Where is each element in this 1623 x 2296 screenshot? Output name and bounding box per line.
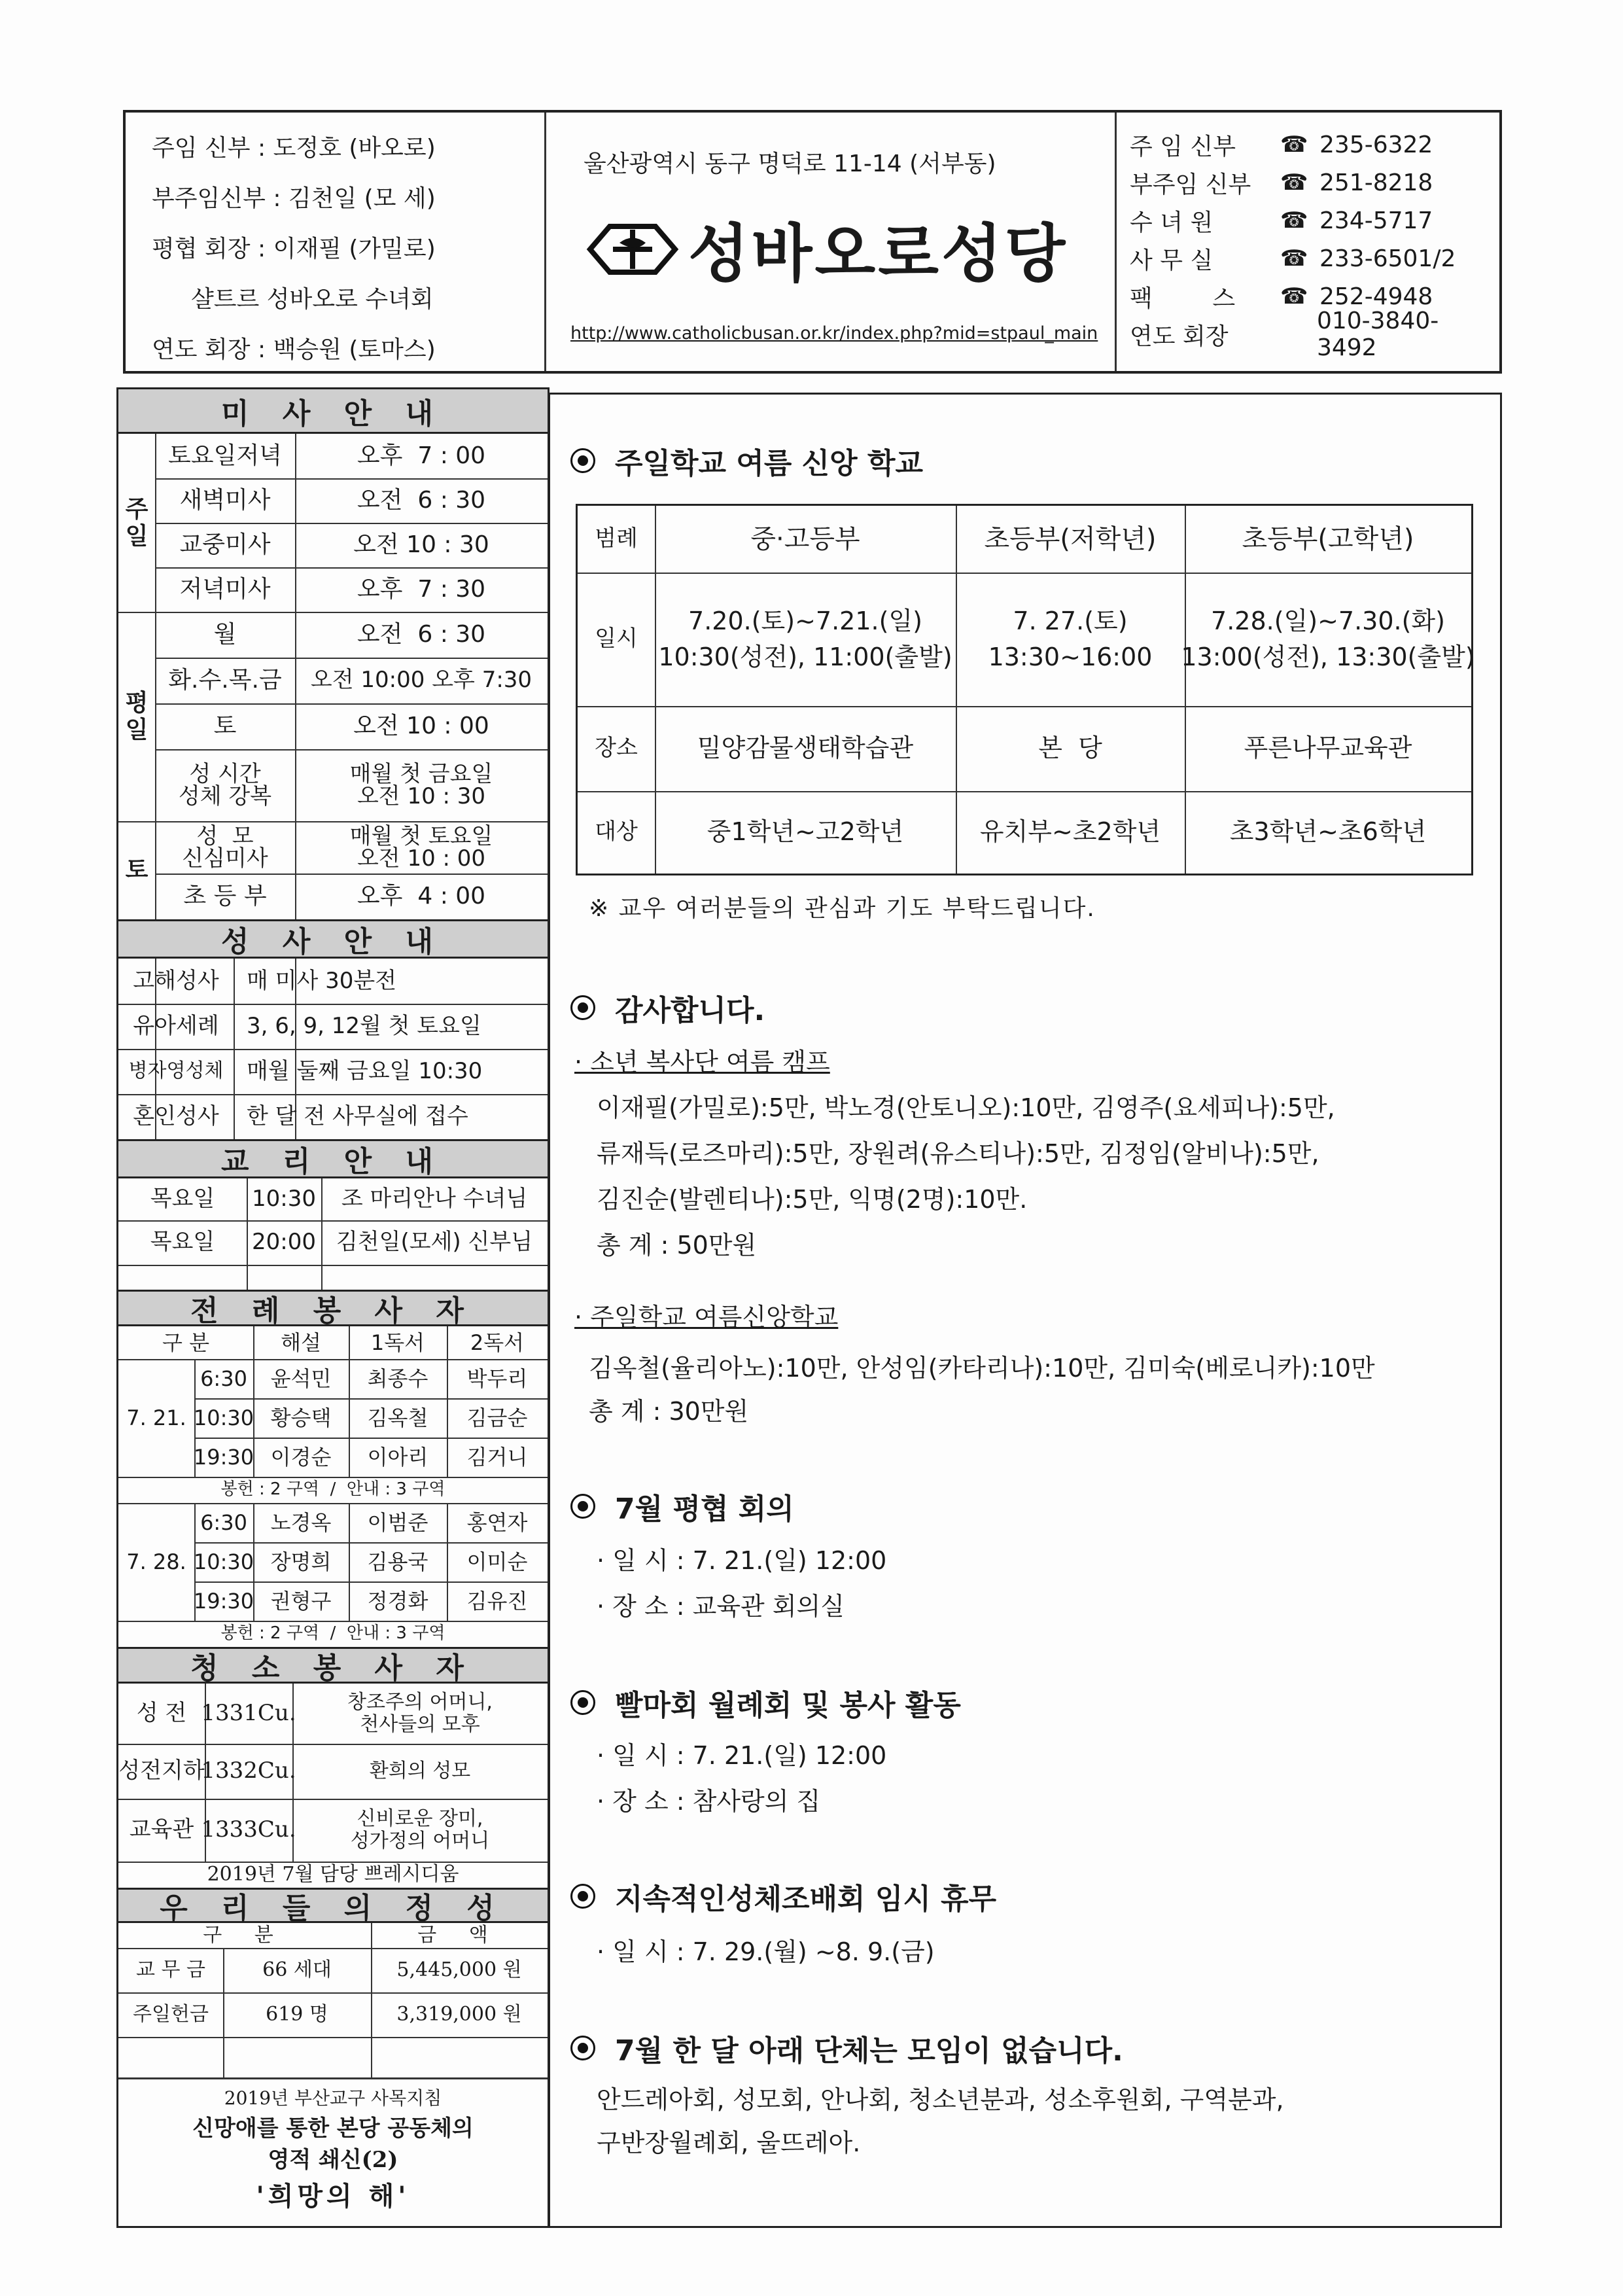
- liturgy-commentator: 권형구: [270, 1588, 332, 1614]
- mass-title: 미 사 안 내: [118, 389, 548, 434]
- section-title-sunday-school: [570, 440, 923, 482]
- place-cell: 본 당: [1038, 733, 1102, 763]
- sacrament-name: 고해성사: [133, 967, 219, 994]
- donor-line: 이재필(가밀로):5만, 박노경(안토니오):10만, 김영주(요세피나):5만,: [597, 1093, 1335, 1122]
- motto-line: 2019년 부산교구 사목지침: [224, 2087, 442, 2109]
- church-name: 성바오로성당: [688, 217, 1068, 291]
- event-detail: · 일 시 : 7. 21.(일) 12:00: [597, 1546, 887, 1575]
- table-header: 초등부(저학년): [984, 524, 1157, 554]
- cleaning-group: 1332Cu.: [201, 1757, 296, 1784]
- sacrament-detail: 매 미사 30분전: [247, 967, 397, 994]
- liturgy-commentator: 윤석민: [270, 1366, 332, 1391]
- liturgy-reader2: 박두리: [466, 1366, 528, 1391]
- schedule-cell: 7.20.(토)~7.21.(일) 10:30(성전), 11:00(출발): [658, 606, 952, 671]
- church-url[interactable]: http://www.catholicbusan.or.kr/index.php?mid=stpaul_main: [570, 323, 1098, 344]
- offering-amount: 3,319,000 원: [396, 2002, 522, 2026]
- motto-line: '희망의 해': [256, 2181, 410, 2212]
- offering-count: 619 명: [266, 2002, 328, 2026]
- liturgy-date: 7. 28.: [126, 1549, 186, 1574]
- cleaning-praesidium: 신비로운 장미, 성가정의 어머니: [350, 1807, 490, 1852]
- contact-value: 235-6322: [1319, 131, 1433, 158]
- mass-name: 새벽미사: [179, 487, 271, 514]
- liturgy-time: 19:30: [193, 1588, 254, 1614]
- mass-name: 화.수.목.금: [168, 667, 282, 694]
- staff-row: 부주임신부 : 김천일 (모 세): [152, 185, 436, 212]
- church-logo: [584, 204, 1068, 294]
- cleaning-area: 성 전: [136, 1700, 187, 1727]
- mass-name: 저녁미사: [179, 576, 271, 603]
- cleaning-group: 1331Cu.: [201, 1700, 296, 1727]
- place-cell: 밀양감물생태학습관: [697, 733, 914, 763]
- catechism-teacher: 조 마리안나 수녀님: [341, 1186, 528, 1212]
- liturgy-note: 봉헌 : 2 구역 / 안내 : 3 구역: [220, 1479, 445, 1500]
- liturgy-reader2: 김유진: [466, 1588, 528, 1614]
- dove-cross-icon: [584, 213, 682, 285]
- liturgy-time: 10:30: [193, 1549, 254, 1574]
- offering-table: [118, 1923, 548, 2077]
- mass-name: 월: [213, 621, 237, 648]
- liturgy-header: 해설: [281, 1330, 321, 1355]
- contact-value: 010-3840-3492: [1316, 308, 1439, 361]
- liturgy-reader1: 최종수: [367, 1366, 428, 1391]
- catechism-table: [118, 1178, 548, 1305]
- group-list: 구반장월례회, 울뜨레아.: [597, 2128, 861, 2157]
- liturgy-reader1: 정경화: [367, 1588, 428, 1614]
- donor-line: 김옥철(율리아노):10만, 안성임(카타리나):10만, 김미숙(베로니카):10만: [589, 1354, 1375, 1383]
- mass-name: 토요일저녁: [168, 442, 282, 470]
- bullet-icon: [570, 1690, 595, 1715]
- mass-name: 초 등 부: [183, 883, 267, 910]
- liturgy-time: 19:30: [193, 1444, 254, 1470]
- contact-label: 사 무 실: [1130, 247, 1213, 274]
- bullet-icon: [570, 2036, 595, 2060]
- contact-value: 251-8218: [1319, 169, 1433, 196]
- contact-label: 주 임 신부: [1130, 133, 1236, 160]
- offering-count: 66 세대: [262, 1958, 332, 1981]
- section-title-text: 7월 평협 회의: [615, 1492, 794, 1526]
- thanks-subheading: · 소년 복사단 여름 캠프: [574, 1048, 830, 1076]
- event-detail: · 장 소 : 참사랑의 집: [597, 1787, 821, 1816]
- cleaning-area: 성전지하: [118, 1757, 205, 1784]
- cleaning-praesidium: 환희의 성모: [369, 1759, 471, 1782]
- mass-name: 성 모 신심미사: [182, 823, 268, 872]
- mass-group-label: 주 일: [125, 495, 148, 550]
- mass-time: 오전 6 : 30: [357, 621, 486, 648]
- section-title-text: 빨마회 월례회 및 봉사 활동: [615, 1689, 961, 1722]
- section-title-thanks: [570, 987, 765, 1029]
- sacrament-detail: 한 달 전 사무실에 접수: [247, 1103, 468, 1129]
- target-cell: 초3학년~초6학년: [1229, 817, 1427, 847]
- sacrament-name: 병자영성체: [128, 1059, 224, 1083]
- pastoral-motto: [118, 2084, 548, 2213]
- header-staff-list: [152, 130, 436, 381]
- table-header: 범례: [595, 525, 638, 552]
- offering-title: 우 리 들 의 정 성: [118, 1888, 548, 1923]
- motto-line: 영적 쇄신(2): [268, 2147, 398, 2173]
- catechism-title: 교 리 안 내: [118, 1139, 548, 1178]
- mass-name: 토: [213, 713, 237, 740]
- liturgy-reader2: 김거니: [466, 1444, 528, 1470]
- liturgy-time: 10:30: [193, 1405, 254, 1430]
- contact-value: 234-5717: [1319, 207, 1433, 234]
- sacrament-detail: 3, 6, 9, 12월 첫 토요일: [247, 1012, 481, 1039]
- target-cell: 유치부~초2학년: [979, 817, 1161, 847]
- contact-label: 부주임 신부: [1130, 171, 1251, 198]
- liturgy-reader2: 이미순: [466, 1549, 528, 1574]
- section-title-council: [570, 1485, 794, 1527]
- schedule-cell: 7. 27.(토) 13:30~16:00: [988, 606, 1153, 671]
- offering-amount: 5,445,000 원: [396, 1958, 522, 1981]
- cleaning-praesidium: 창조주의 어머니, 천사들의 모후: [347, 1690, 493, 1736]
- section-title-text: 감사합니다.: [615, 994, 765, 1027]
- church-address: 울산광역시 동구 명덕로 11-14 (서부동): [584, 150, 996, 177]
- cleaning-group: 1333Cu.: [201, 1816, 296, 1843]
- schedule-cell: 7.28.(일)~7.30.(화) 13:00(성전), 13:30(출발): [1181, 606, 1475, 671]
- mass-group-label: 토: [125, 857, 148, 884]
- section-title-adoration: [570, 1875, 996, 1917]
- row-label: 대상: [595, 819, 638, 845]
- liturgy-reader1: 이범준: [367, 1510, 428, 1535]
- sacrament-title: 성 사 안 내: [118, 919, 548, 959]
- section-title-text: 주일학교 여름 신앙 학교: [615, 447, 923, 480]
- event-detail: · 장 소 : 교육관 회의실: [597, 1592, 845, 1621]
- liturgy-table: [118, 1326, 548, 1653]
- staff-row: 주임 신부 : 도정호 (바오로): [152, 135, 436, 162]
- offering-name: 주일헌금: [133, 2002, 209, 2026]
- liturgy-commentator: 장명희: [270, 1549, 332, 1574]
- offering-header: 금 액: [417, 1923, 501, 1947]
- catechism-time: 10:30: [252, 1186, 316, 1212]
- mass-time: 오전 10 : 00: [353, 713, 489, 740]
- group-list: 안드레아회, 성모회, 안나회, 청소년분과, 성소후원회, 구역분과,: [597, 2085, 1284, 2114]
- phone-icon: ☎: [1280, 245, 1308, 272]
- liturgy-time: 6:30: [200, 1510, 247, 1535]
- contact-value: 233-6501/2: [1319, 245, 1456, 272]
- liturgy-reader2: 김금순: [466, 1405, 528, 1430]
- liturgy-title: 전 례 봉 사 자: [118, 1290, 548, 1326]
- contact-label: 수 녀 원: [1130, 209, 1213, 236]
- bullet-icon: [570, 1884, 595, 1909]
- liturgy-commentator: 이경순: [270, 1444, 332, 1470]
- table-header: 중·고등부: [750, 524, 860, 554]
- target-cell: 중1학년~고2학년: [707, 817, 904, 847]
- catechism-day: 목요일: [150, 1229, 215, 1256]
- sunday-school-note: ※ 교우 여러분들의 관심과 기도 부탁드립니다.: [589, 895, 1096, 922]
- event-detail: · 일 시 : 7. 21.(일) 12:00: [597, 1741, 887, 1770]
- liturgy-header: 1독서: [370, 1330, 425, 1355]
- header-box: [123, 110, 1502, 374]
- offering-name: 교 무 금: [135, 1958, 205, 1981]
- donor-line: 김진순(발렌티나):5만, 익명(2명):10만.: [597, 1185, 1028, 1214]
- sacrament-name: 혼인성사: [133, 1103, 219, 1129]
- liturgy-date: 7. 21.: [126, 1405, 186, 1430]
- contact-value: 252-4948: [1319, 283, 1433, 310]
- sacrament-detail: 매월 둘째 금요일 10:30: [247, 1057, 483, 1084]
- cleaning-area: 교육관: [129, 1816, 194, 1843]
- bullet-icon: [570, 1494, 595, 1519]
- mass-name: 성 시간 성체 강복: [178, 761, 272, 809]
- donor-line: 류재득(로즈마리):5만, 장원려(유스티나):5만, 김정임(알비나):5만,: [597, 1139, 1319, 1168]
- section-title-no-meeting: [570, 2027, 1123, 2069]
- mass-time: 매월 첫 토요일 오전 10 : 00: [349, 823, 493, 872]
- row-label: 장소: [595, 735, 638, 762]
- mass-group-label: 평 일: [125, 689, 148, 743]
- cleaning-table: [118, 1684, 548, 1886]
- row-label: 일시: [595, 626, 638, 652]
- staff-row: 샬트르 성바오로 수녀회: [191, 286, 434, 313]
- liturgy-commentator: 황승택: [270, 1405, 332, 1430]
- staff-row: 연도 회장 : 백승원 (토마스): [152, 336, 436, 363]
- mass-name: 교중미사: [179, 531, 271, 559]
- phone-icon: ☎: [1280, 283, 1308, 309]
- liturgy-note: 봉헌 : 2 구역 / 안내 : 3 구역: [220, 1623, 445, 1644]
- mass-time: 오전 10:00 오후 7:30: [310, 667, 532, 694]
- left-column: [116, 387, 550, 2228]
- offering-header: 구 분: [203, 1923, 287, 1947]
- catechism-time: 20:00: [252, 1229, 316, 1256]
- thanks-subheading: · 주일학교 여름신앙학교: [574, 1303, 839, 1332]
- event-detail: · 일 시 : 7. 29.(월) ~8. 9.(금): [597, 1937, 935, 1966]
- sunday-school-table: [576, 504, 1473, 875]
- section-title-text: 지속적인성체조배회 임시 휴무: [615, 1882, 997, 1916]
- section-title-palm: [570, 1682, 961, 1723]
- place-cell: 푸른나무교육관: [1244, 733, 1412, 763]
- contact-list: [1130, 126, 1496, 361]
- liturgy-header: 구 분: [162, 1330, 209, 1355]
- mass-time: 매월 첫 금요일 오전 10 : 30: [349, 761, 493, 809]
- sacrament-name: 유아세례: [133, 1012, 219, 1039]
- bullet-icon: [570, 995, 595, 1020]
- liturgy-reader2: 홍연자: [466, 1510, 528, 1535]
- cleaning-title: 청 소 봉 사 자: [118, 1647, 548, 1684]
- donor-total: 총 계 : 30만원: [589, 1397, 749, 1426]
- liturgy-commentator: 노경옥: [270, 1510, 332, 1535]
- mass-time: 오후 7 : 30: [357, 576, 486, 603]
- mass-time: 오전 6 : 30: [357, 487, 486, 514]
- mass-time: 오후 7 : 00: [357, 442, 486, 470]
- contact-label: 팩 스: [1130, 285, 1236, 312]
- phone-icon: ☎: [1280, 169, 1308, 196]
- liturgy-reader1: 김옥철: [367, 1405, 428, 1430]
- phone-icon: ☎: [1280, 207, 1308, 234]
- section-title-text: 7월 한 달 아래 단체는 모임이 없습니다.: [615, 2034, 1123, 2068]
- phone-icon: ☎: [1280, 132, 1308, 158]
- liturgy-reader1: 김용국: [367, 1549, 428, 1574]
- mass-time: 오후 4 : 00: [357, 883, 486, 910]
- staff-row: 평협 회장 : 이재필 (가밀로): [152, 236, 436, 262]
- catechism-teacher: 김천일(모세) 신부님: [336, 1229, 533, 1256]
- cleaning-footer: 2019년 7월 담당 쁘레시디움: [207, 1862, 459, 1886]
- liturgy-reader1: 이아리: [367, 1444, 428, 1470]
- bullet-icon: [570, 448, 595, 473]
- contact-label: 연도 회장: [1130, 323, 1229, 350]
- table-header: 초등부(고학년): [1242, 524, 1414, 554]
- donor-total: 총 계 : 50만원: [597, 1231, 757, 1260]
- catechism-day: 목요일: [150, 1186, 215, 1212]
- sacrament-table: [118, 959, 548, 1139]
- motto-line: 신망애를 통한 본당 공동체의: [192, 2115, 474, 2142]
- liturgy-time: 6:30: [200, 1366, 247, 1391]
- mass-time: 오전 10 : 30: [353, 531, 489, 559]
- liturgy-header: 2독서: [470, 1330, 525, 1355]
